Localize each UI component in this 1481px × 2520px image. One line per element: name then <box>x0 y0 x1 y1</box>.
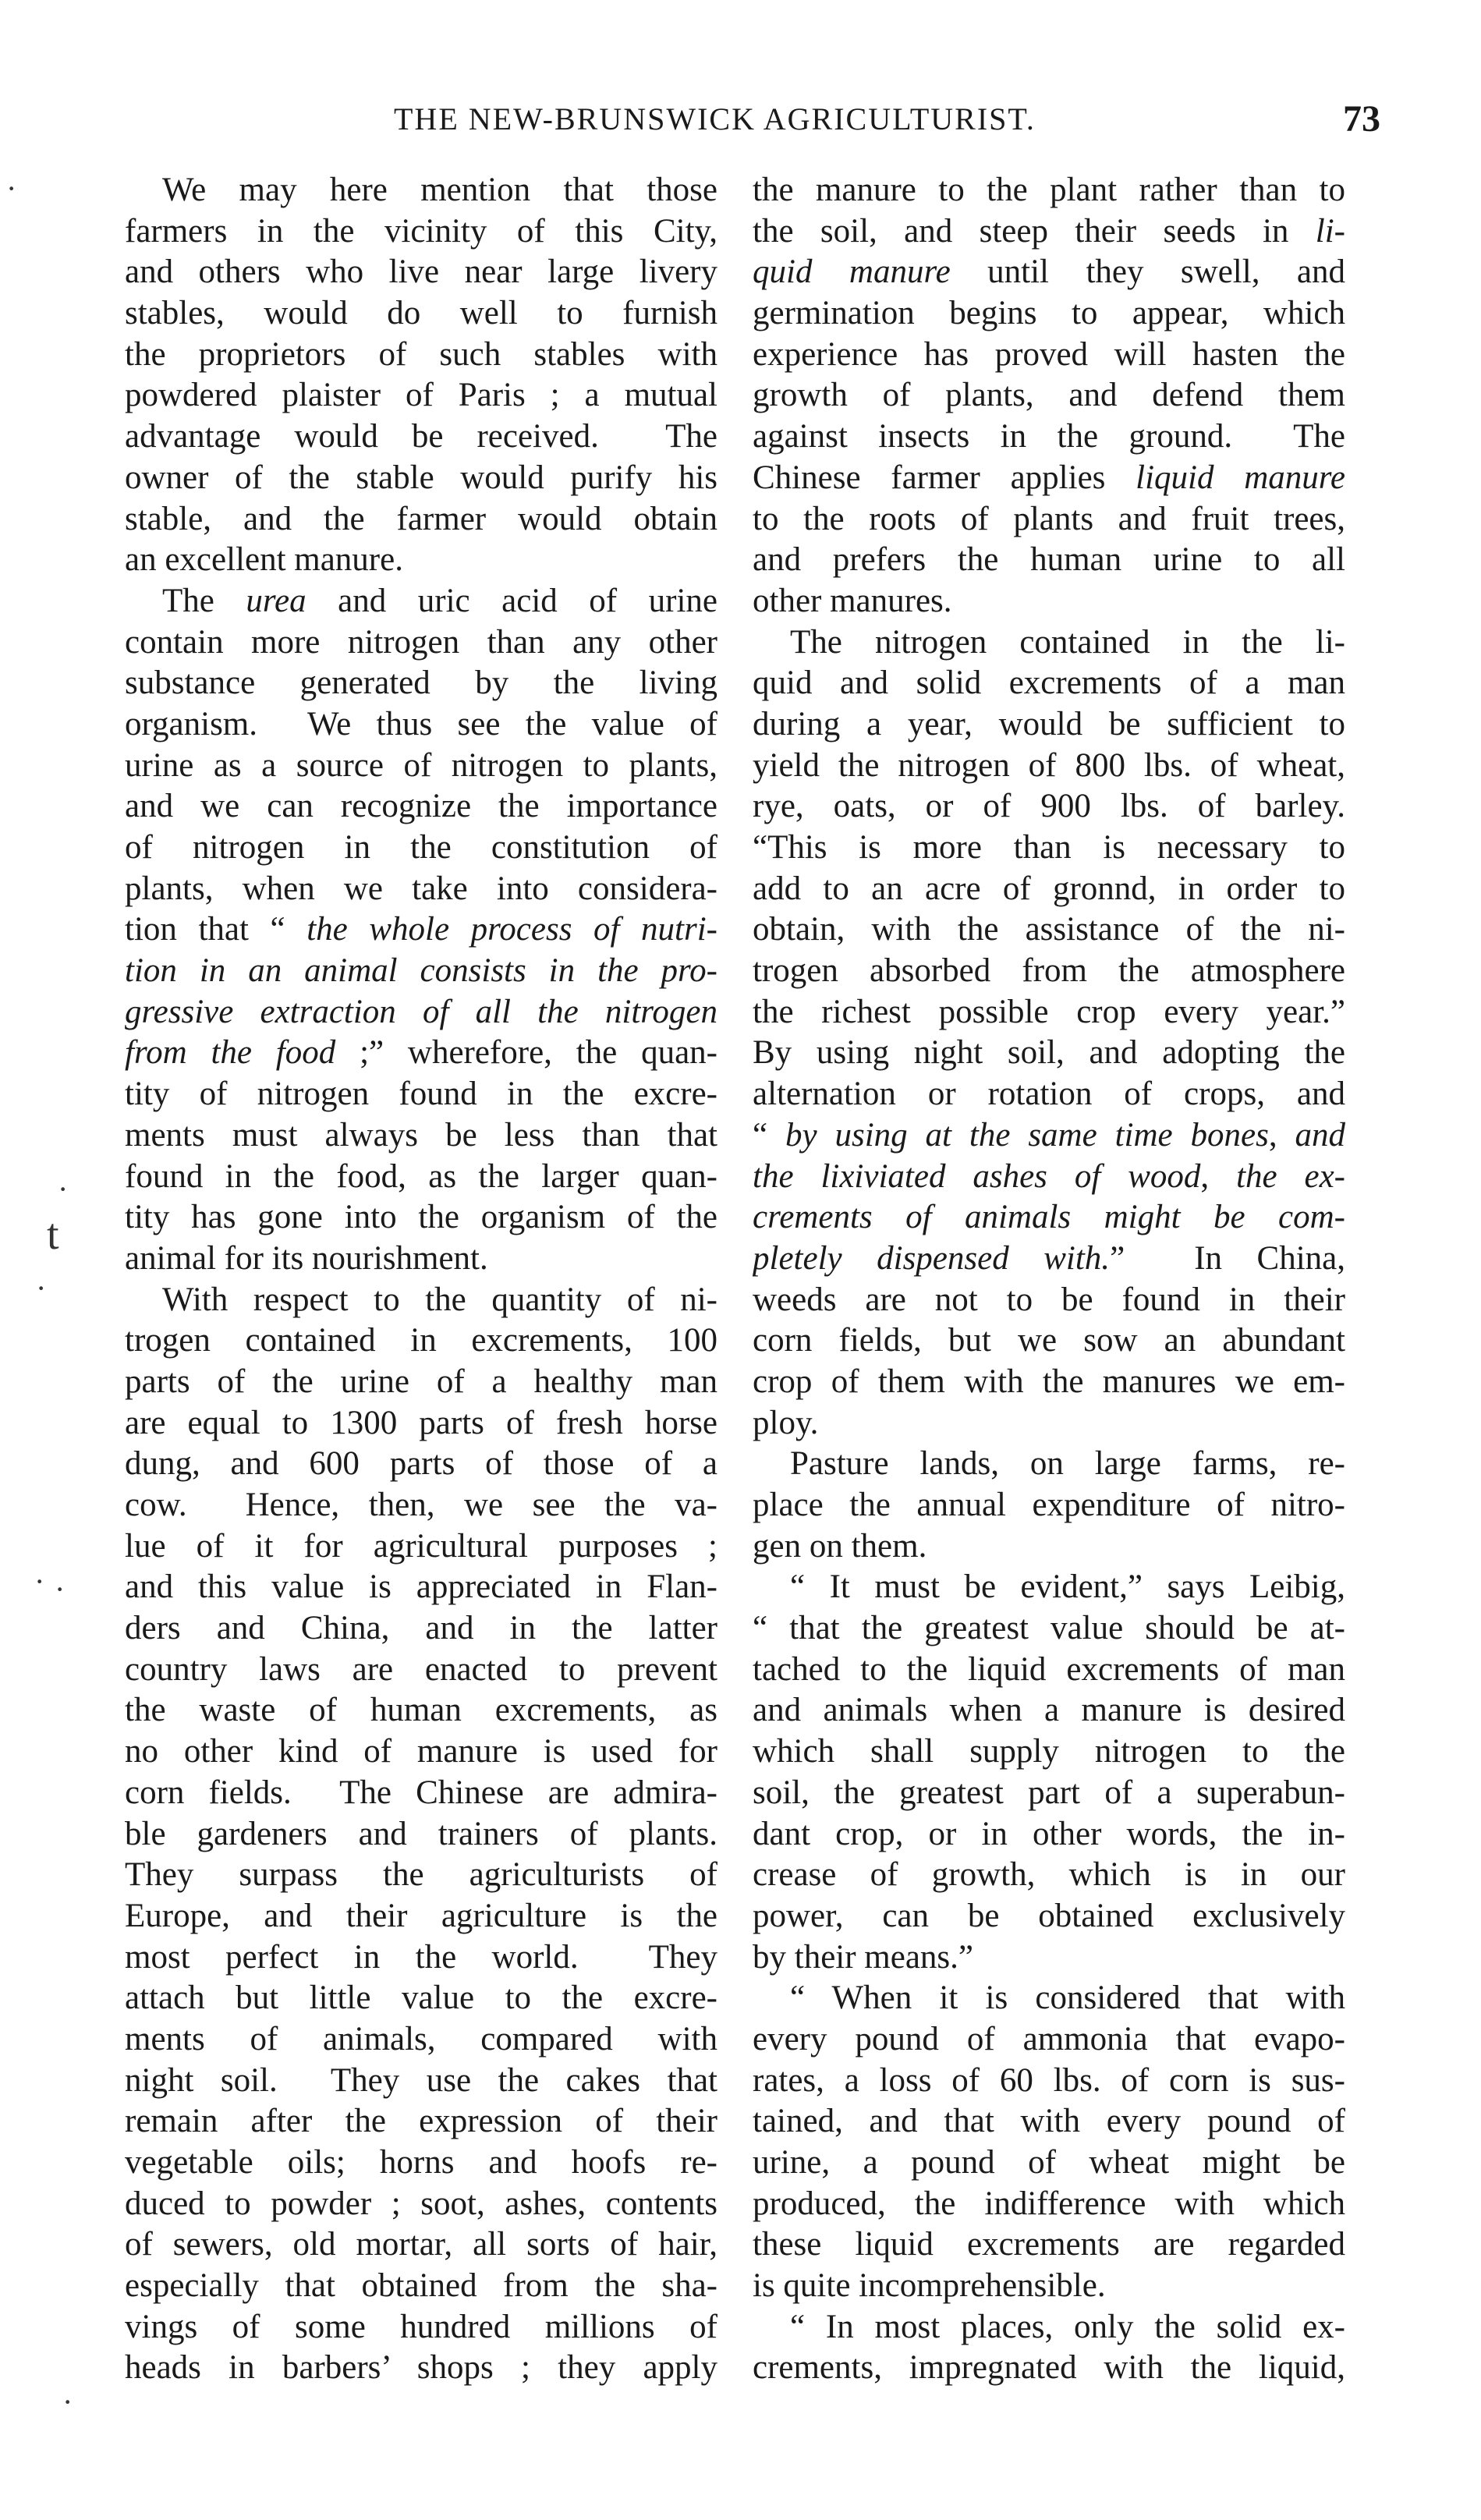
right-column <box>753 170 1345 2389</box>
text-line: With respect to the quantity of ni- <box>162 1281 717 1318</box>
text-line: crease of growth, which is in our <box>753 1856 1345 1894</box>
text-line: soil, the greatest part of a superabun- <box>753 1774 1345 1811</box>
text-line: the richest possible crop every year.” <box>753 993 1345 1030</box>
text-line: is quite incomprehensible. <box>753 2267 1106 2305</box>
text-line: attach but little value to the excre- <box>125 1979 717 2017</box>
text-line: “ In most places, only the solid ex- <box>790 2308 1345 2345</box>
text-line: crements of animals might be com- <box>753 1199 1345 1236</box>
text-line: against insects in the ground. The <box>753 418 1345 455</box>
text-line: Europe, and their agriculture is the <box>125 1897 717 1934</box>
text-line: animal for its nourishment. <box>125 1239 488 1277</box>
text-line: quid manure until they swell, and <box>753 253 1345 291</box>
text-line: obtain, with the assistance of the ni- <box>753 911 1345 948</box>
text-line: and we can recognize the importance <box>125 788 717 825</box>
text-line: the manure to the plant rather than to <box>753 172 1345 208</box>
text-line: “This is more than is necessary to <box>753 829 1345 866</box>
text-line: urine as a source of nitrogen to plants, <box>125 746 717 784</box>
margin-mark: · <box>62 2384 73 2419</box>
text-line: contain more nitrogen than any other <box>125 623 717 661</box>
text-line: urine, a pound of wheat might be <box>753 2144 1345 2181</box>
text-line: add to an acre of gronnd, in order to <box>753 870 1345 907</box>
text-line: pletely dispensed with.” In China, <box>753 1239 1345 1277</box>
margin-mark: · <box>55 1572 66 1607</box>
text-line: weeds are not to be found in their <box>753 1281 1345 1318</box>
text-line: farmers in the vicinity of this City, <box>125 212 717 250</box>
text-line: yield the nitrogen of 800 lbs. of wheat, <box>753 746 1345 784</box>
text-line: corn fields. The Chinese are admira- <box>125 1774 717 1811</box>
text-line: “ It must be evident,” says Leibig, <box>790 1568 1345 1606</box>
text-line: especially that obtained from the sha- <box>125 2267 717 2305</box>
text-line: vings of some hundred millions of <box>125 2308 717 2345</box>
text-line: plants, when we take into considera- <box>125 870 717 907</box>
text-line: The nitrogen contained in the li- <box>790 623 1345 661</box>
text-line: power, can be obtained exclusively <box>753 1897 1345 1934</box>
text-line: and others who live near large livery <box>125 253 717 291</box>
text-line: produced, the indifference with which <box>753 2185 1345 2222</box>
text-line: ments must always be less than that <box>125 1116 717 1154</box>
text-line: organism. We thus see the value of <box>125 705 717 743</box>
text-line: substance generated by the living <box>125 665 717 702</box>
text-line: the soil, and steep their seeds in li- <box>753 212 1345 250</box>
text-line: place the annual expenditure of nitro- <box>753 1487 1345 1523</box>
running-head: THE NEW-BRUNSWICK AGRICULTURIST. <box>394 101 1036 136</box>
text-line: the waste of human excrements, as <box>125 1692 717 1729</box>
page-number: 73 <box>1343 98 1380 140</box>
text-line: tained, and that with every pound of <box>753 2103 1345 2140</box>
text-line: “ by using at the same time bones, and <box>753 1116 1345 1154</box>
text-line: every pound of ammonia that evapo- <box>753 2020 1345 2057</box>
text-line: quid and solid excrements of a man <box>753 665 1345 702</box>
text-line: of nitrogen in the constitution of <box>125 829 717 866</box>
text-line: and prefers the human urine to all <box>753 541 1345 579</box>
text-line: dung, and 600 parts of those of a <box>125 1445 717 1483</box>
text-line: stables, would do well to furnish <box>125 295 717 332</box>
text-line: powdered plaister of Paris ; a mutual <box>125 377 717 414</box>
text-line: ploy. <box>753 1404 819 1441</box>
text-line: Pasture lands, on large farms, re- <box>790 1445 1345 1483</box>
text-line: owner of the stable would purify his <box>125 459 717 496</box>
text-line: stable, and the farmer would obtain <box>125 500 717 537</box>
text-line: most perfect in the world. They <box>125 1938 717 1976</box>
text-line: an excellent manure. <box>125 541 403 579</box>
text-line: tity of nitrogen found in the excre- <box>125 1076 717 1113</box>
text-line: The urea and uric acid of urine <box>162 582 717 619</box>
text-line: dant crop, or in other words, the in- <box>753 1815 1345 1852</box>
text-line: rye, oats, or of 900 lbs. of barley. <box>753 788 1345 825</box>
text-line: tion that “ the whole process of nutri- <box>125 911 717 948</box>
text-line: rates, a loss of 60 lbs. of corn is sus- <box>753 2061 1345 2099</box>
text-line: during a year, would be sufficient to <box>753 705 1345 743</box>
text-line: tity has gone into the organism of the <box>125 1199 717 1236</box>
text-line: from the food ;” wherefore, the quan- <box>125 1034 717 1072</box>
text-line: advantage would be received. The <box>125 418 717 455</box>
text-line: and animals when a manure is desired <box>753 1692 1345 1729</box>
text-line: experience has proved will hasten the <box>753 335 1345 373</box>
text-line: We may here mention that those <box>162 172 717 208</box>
margin-mark: · <box>34 1564 45 1599</box>
text-line: tion in an animal consists in the pro- <box>125 952 717 990</box>
margin-mark: t <box>47 1210 59 1259</box>
margin-mark: · <box>58 1171 69 1207</box>
text-line: crop of them with the manures we em- <box>753 1363 1345 1400</box>
text-line: crements, impregnated with the liquid, <box>753 2349 1345 2387</box>
text-line: the proprietors of such stables with <box>125 335 717 373</box>
text-line: the lixiviated ashes of wood, the ex- <box>753 1157 1345 1195</box>
text-line: gen on them. <box>753 1527 927 1565</box>
text-line: alternation or rotation of crops, and <box>753 1076 1345 1113</box>
text-line: lue of it for agricultural purposes ; <box>125 1527 717 1565</box>
text-line: vegetable oils; horns and hoofs re- <box>125 2144 717 2181</box>
text-line: to the roots of plants and fruit trees, <box>753 500 1345 537</box>
text-line: found in the food, as the larger quan- <box>125 1157 717 1195</box>
text-line: growth of plants, and defend them <box>753 377 1345 414</box>
text-line: no other kind of manure is used for <box>125 1733 717 1770</box>
text-line: ders and China, and in the latter <box>125 1610 717 1647</box>
text-line: and this value is appreciated in Flan- <box>125 1568 717 1606</box>
text-line: remain after the expression of their <box>125 2103 717 2140</box>
text-line: of sewers, old mortar, all sorts of hair, <box>125 2226 717 2263</box>
text-line: gressive extraction of all the nitrogen <box>125 993 717 1030</box>
page-header <box>0 84 1481 154</box>
text-line: trogen contained in excrements, 100 <box>125 1322 717 1359</box>
text-line: ble gardeners and trainers of plants. <box>125 1815 717 1852</box>
text-line: parts of the urine of a healthy man <box>125 1363 717 1400</box>
margin-mark: · <box>36 1271 47 1306</box>
text-line: germination begins to appear, which <box>753 295 1345 332</box>
text-line: cow. Hence, then, we see the va- <box>125 1487 717 1523</box>
text-line: which shall supply nitrogen to the <box>753 1733 1345 1770</box>
text-line: heads in barbers’ shops ; they apply <box>125 2349 717 2387</box>
text-line: ments of animals, compared with <box>125 2020 717 2057</box>
text-line: corn fields, but we sow an abundant <box>753 1322 1345 1359</box>
text-line: country laws are enacted to prevent <box>125 1650 717 1688</box>
text-line: duced to powder ; soot, ashes, contents <box>125 2185 717 2222</box>
text-line: tached to the liquid excrements of man <box>753 1650 1345 1688</box>
text-line: “ When it is considered that with <box>790 1979 1345 2017</box>
text-line: By using night soil, and adopting the <box>753 1034 1345 1072</box>
text-line: night soil. They use the cakes that <box>125 2061 717 2099</box>
text-line: are equal to 1300 parts of fresh horse <box>125 1404 717 1441</box>
text-line: trogen absorbed from the atmosphere <box>753 952 1345 990</box>
text-line: other manures. <box>753 582 952 619</box>
text-line: these liquid excrements are regarded <box>753 2226 1345 2263</box>
margin-mark: · <box>6 171 17 206</box>
left-column <box>125 170 717 2389</box>
text-line: “ that the greatest value should be at- <box>753 1610 1345 1647</box>
text-line: Chinese farmer applies liquid manure <box>753 459 1345 496</box>
text-line: They surpass the agriculturists of <box>125 1856 717 1894</box>
text-line: by their means.” <box>753 1938 973 1976</box>
